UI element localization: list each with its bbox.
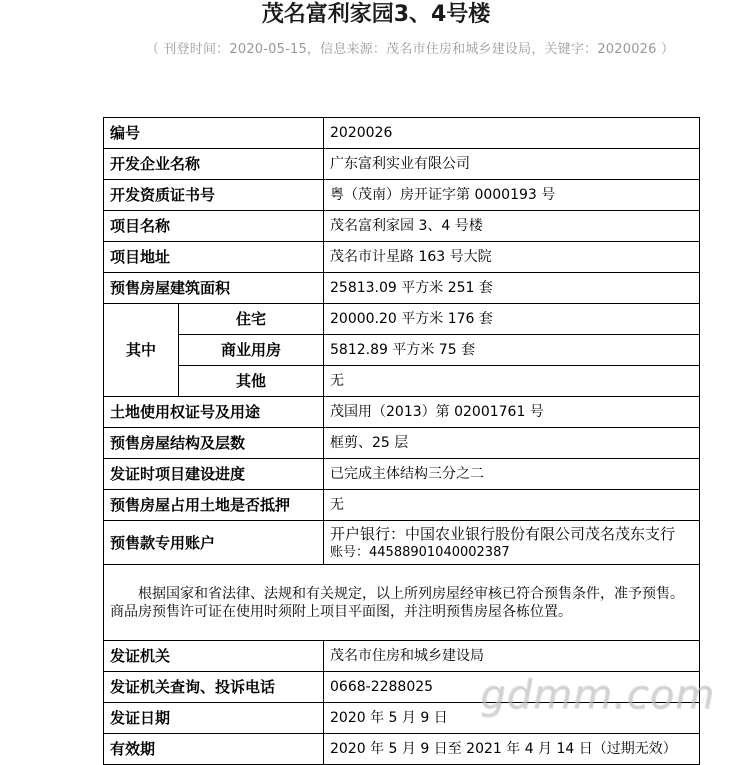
row-value: 广东富利实业有限公司 bbox=[324, 149, 700, 180]
sub-label: 其他 bbox=[179, 366, 324, 397]
table-row bbox=[104, 734, 700, 765]
row-label: 预售房屋建筑面积 bbox=[104, 273, 324, 304]
table-row bbox=[104, 641, 700, 672]
row-label: 发证机关 bbox=[104, 641, 324, 672]
row-label: 预售房屋占用土地是否抵押 bbox=[104, 490, 324, 521]
group-label: 其中 bbox=[104, 304, 179, 397]
row-label: 开发资质证书号 bbox=[104, 180, 324, 211]
table-row bbox=[104, 149, 700, 180]
row-value: 0668-2288025 bbox=[324, 672, 700, 703]
table-row bbox=[104, 304, 700, 335]
table-row bbox=[104, 428, 700, 459]
table-row bbox=[104, 335, 700, 366]
table-row bbox=[104, 242, 700, 273]
row-value: 2020026 bbox=[324, 118, 700, 149]
table-row bbox=[104, 521, 700, 565]
sub-value: 20000.20 平方米 176 套 bbox=[324, 304, 700, 335]
row-value: 25813.09 平方米 251 套 bbox=[324, 273, 700, 304]
row-value: 茂名市住房和城乡建设局 bbox=[324, 641, 700, 672]
row-value: 框剪、25 层 bbox=[324, 428, 700, 459]
table-row bbox=[104, 397, 700, 428]
row-label: 预售房屋结构及层数 bbox=[104, 428, 324, 459]
sub-value: 5812.89 平方米 75 套 bbox=[324, 335, 700, 366]
table-row bbox=[104, 273, 700, 304]
page-title: 茂名富利家园3、4号楼 bbox=[261, 2, 491, 27]
sub-label: 住宅 bbox=[179, 304, 324, 335]
row-value: 茂国用（2013）第 02001761 号 bbox=[324, 397, 700, 428]
presale-license-table bbox=[103, 117, 700, 765]
table-row bbox=[104, 565, 700, 641]
row-value: 2020 年 5 月 9 日 bbox=[324, 703, 700, 734]
row-label: 有效期 bbox=[104, 734, 324, 765]
row-label: 项目名称 bbox=[104, 211, 324, 242]
row-value: 茂名市计星路 163 号大院 bbox=[324, 242, 700, 273]
sub-label: 商业用房 bbox=[179, 335, 324, 366]
table-row bbox=[104, 366, 700, 397]
row-value: 无 bbox=[324, 490, 700, 521]
row-label: 发证日期 bbox=[104, 703, 324, 734]
site-watermark: gdmm.com bbox=[480, 672, 715, 718]
row-label: 土地使用权证号及用途 bbox=[104, 397, 324, 428]
account-number: 账号：44588901040002387 bbox=[330, 544, 510, 560]
row-value: 茂名富利家园 3、4 号楼 bbox=[324, 211, 700, 242]
row-value: 2020 年 5 月 9 日至 2021 年 4 月 14 日（过期无效） bbox=[324, 734, 700, 765]
table-row bbox=[104, 180, 700, 211]
approval-note: 根据国家和省法律、法规和有关规定，以上所列房屋经审核已符合预售条件，准予预售。商品房预售许可证在使用时须附上项目平面图，并注明预售房屋各栋位置。 bbox=[104, 565, 700, 641]
row-label: 发证时项目建设进度 bbox=[104, 459, 324, 490]
table-row bbox=[104, 211, 700, 242]
table-row bbox=[104, 459, 700, 490]
account-value bbox=[324, 521, 700, 565]
table-row bbox=[104, 490, 700, 521]
row-label: 编号 bbox=[104, 118, 324, 149]
table-row bbox=[104, 118, 700, 149]
row-value: 粤（茂南）房开证字第 0000193 号 bbox=[324, 180, 700, 211]
row-value: 已完成主体结构三分之二 bbox=[324, 459, 700, 490]
row-label: 发证机关查询、投诉电话 bbox=[104, 672, 324, 703]
row-label: 项目地址 bbox=[104, 242, 324, 273]
bank-name: 开户银行：中国农业银行股份有限公司茂名茂东支行 bbox=[330, 524, 676, 543]
sub-value: 无 bbox=[324, 366, 700, 397]
row-label: 预售款专用账户 bbox=[104, 521, 324, 565]
publish-meta: （ 刊登时间：2020-05-15，信息来源：茂名市住房和城乡建设局，关键字：2020026 ） bbox=[145, 42, 675, 57]
row-label: 开发企业名称 bbox=[104, 149, 324, 180]
